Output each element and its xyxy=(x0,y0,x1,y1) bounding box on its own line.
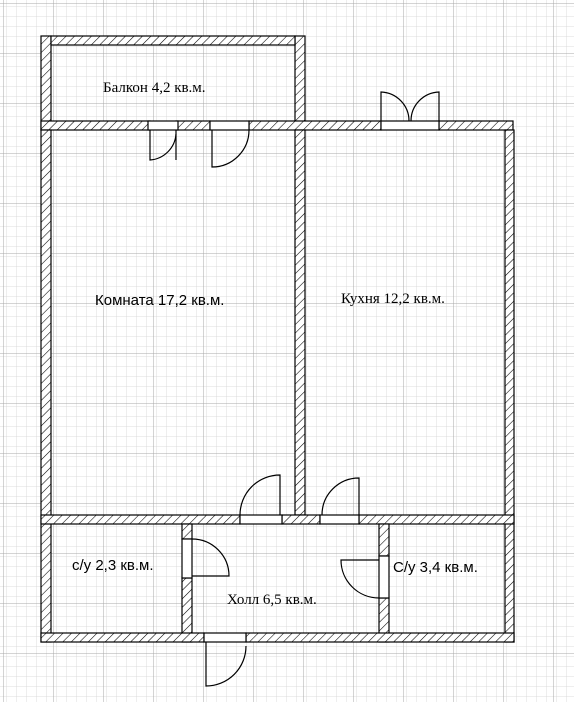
room-label-kitchen: Кухня 12,2 кв.м. xyxy=(341,291,445,307)
room-label-toilet: с/у 2,3 кв.м. xyxy=(72,557,154,574)
room-label-hall: Холл 6,5 кв.м. xyxy=(227,592,317,608)
room-label-bathroom: С/у 3,4 кв.м. xyxy=(393,559,478,576)
room-label-balcony: Балкон 4,2 кв.м. xyxy=(103,80,206,96)
room-label-living-room: Комната 17,2 кв.м. xyxy=(95,292,225,309)
